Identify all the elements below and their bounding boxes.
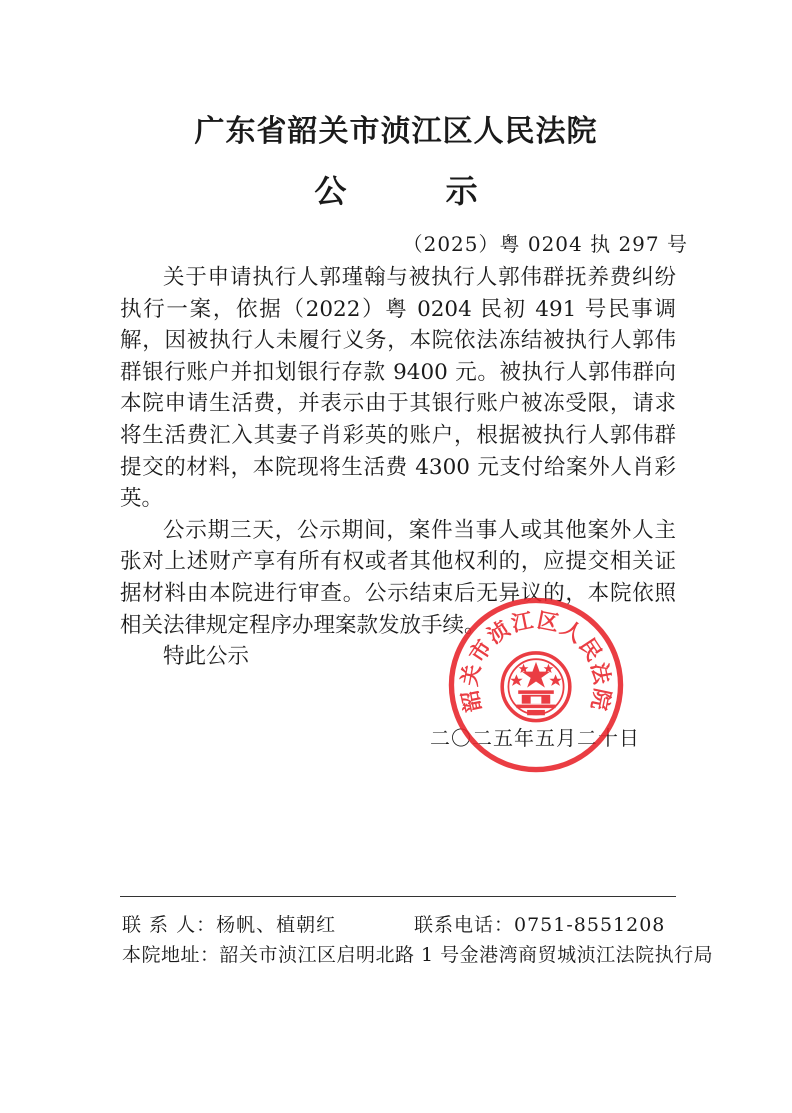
- contact-persons: 联 系 人：杨帆、植朝红: [122, 914, 337, 936]
- paragraph-publicity-period: 公示期三天，公示期间，案件当事人或其他案外人主张对上述财产享有所有权或者其他权利的，应提交相关证据材料由本院进行审查。公示结束后无异议的，本院依照相关法律规定程序办理案款发放手续。: [120, 517, 676, 638]
- issue-date: 二〇二五年五月二十日: [430, 726, 640, 750]
- case-number: （2025）粤 0204 执 297 号: [402, 232, 688, 256]
- notice-title: 公 示: [314, 172, 522, 210]
- court-address: 本院地址：韶关市浈江区启明北路 1 号金港湾商贸城浈江法院执行局: [122, 944, 714, 966]
- court-seal: [447, 596, 625, 774]
- contact-phone: 联系电话：0751-8551208: [414, 914, 666, 936]
- closing-remark: 特此公示: [163, 644, 250, 670]
- paragraph-case-details: 关于申请执行人郭瑾翰与被执行人郭伟群抚养费纠纷执行一案，依据（2022）粤 0204 民初 491 号民事调解，因被执行人未履行义务，本院依法冻结被执行人郭伟群银行账户并扣划银行存款 9400 元。被执行人郭伟群向本院申请生活费，并表示由于其银行账户被冻受限，请求将生活费汇入其妻子肖彩英的账户，根据被执行人郭伟群提交的材料，本院现将生活费 4300 元支付给案外人肖彩英。: [120, 265, 676, 512]
- seal-text: 韶关市浈江区人民法院: [457, 608, 615, 714]
- footer-divider: [120, 896, 676, 897]
- court-name-heading: 广东省韶关市浈江区人民法院: [194, 114, 598, 149]
- national-emblem-icon: [502, 653, 570, 721]
